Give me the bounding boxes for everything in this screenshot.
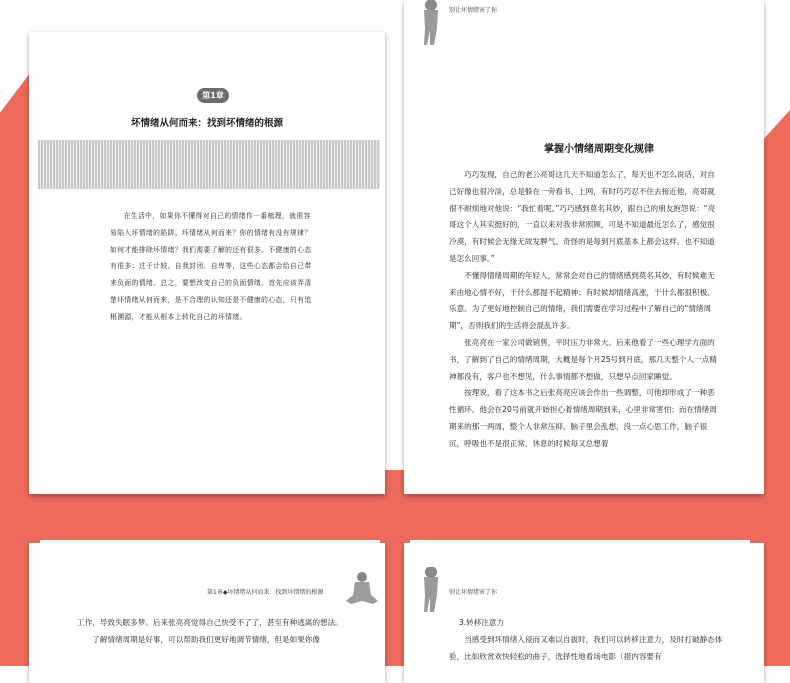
paragraph: 不懂得情绪周期的年轻人，常常会对自己的情绪感到莫名其妙，有时候难无来由地心情不好，干什么都提不起精神；有时候却情绪高涨，干什么都很积极、乐意。为了更好地控制自己的情绪，我们需要在学习过程中了解自己的“情绪周期”，否则我们的生活将会混乱许多。 xyxy=(449,270,715,331)
section-body xyxy=(449,167,719,453)
paragraph: 张亮亮在一家公司做销售，平时压力非常大。后来他看了一些心理学方面的书，了解到了自己的情绪周期，大概是每个月25号到月底，那几天整个人一点精神都没有，客户也不想见，什么事情都不想做，只想早点回家睡觉。 xyxy=(449,337,717,381)
running-header: 别让坏情绪害了你 xyxy=(449,589,498,596)
paragraph: 工作，导致失眠多梦。后来张亮亮觉得自己快受不了了，甚至有种逃离的想法。 xyxy=(77,618,343,627)
thinking-man-icon xyxy=(418,0,444,46)
page-body xyxy=(77,615,355,649)
book-page-bottom-right xyxy=(404,543,764,683)
running-header: 第1章◆坏情绪从何而来：找到坏情绪的根源 xyxy=(207,589,324,596)
section-title: 掌握小情绪周期变化规律 xyxy=(544,144,654,155)
book-page-bottom-left xyxy=(29,543,385,683)
meditating-figure-icon xyxy=(345,571,379,607)
book-page-content xyxy=(404,0,764,494)
running-header: 别让坏情绪害了你 xyxy=(449,7,498,14)
chapter-title: 坏情绪从何而来：找到坏情绪的根源 xyxy=(130,118,283,129)
paragraph: 了解情绪周期是好事，可以帮助我们更好地调节情绪，但是如果你像 xyxy=(92,634,320,644)
barcode-strip xyxy=(38,140,380,189)
paragraph: 巧巧发现，自己的老公亮哥这几天不知道怎么了，每天也不怎么说话，对自己好像也很冷淡，总是躲在一旁看书、上网，有时巧巧忍不住去接近他，亮哥就很不耐烦地对他说：“我忙着呢。”巧巧感到莫名其妙，跟自己的朋友抱怨说：“亮哥这个人其实挺好的，一直以来对我非常照顾，可是不知道最近怎么了，感觉很冷漠，有时候会无缘无故发脾气。奇怪的是每到月底基本上都会这样，也不知道是怎么回事。” xyxy=(449,170,716,263)
thinking-man-icon xyxy=(418,567,444,613)
subsection-title: 3.转移注意力 xyxy=(458,618,505,627)
chapter-badge: 第1章 xyxy=(197,88,229,103)
paragraph: 当感受到坏情绪入侵而又难以自拔时，我们可以转移注意力，及时打破静态体验，比如欣赏欢快轻松的曲子，选择性地看场电影（措内容要有 xyxy=(449,634,723,661)
page-body xyxy=(449,615,729,665)
paragraph: 按理说，看了这本书之后张亮亮应该会作出一些调整，可他却形成了一种恶性循环。他会在20号前就开始担心着情绪周期到来，心里非常害怕；而在情绪周期来的那一两周，整个人非常压抑，脑子里会乱想，没一点心思工作，脑子很沉，呼吸也不是很正常，休息的时候每又总想着 xyxy=(449,388,717,448)
chapter-intro-text: 在生活中，如果你不懂得对自己的情绪作一番梳理，就很容易陷入坏情绪的陷阱。坏情绪从何而来？你的情绪有没有规律？如何才能排除坏情绪？我们需要了解的还有很多。不健康的心态有很多：过于计较、自我封闭、自卑等，这些心态都会给自己带来负面的情绪。总之，要想改变自己的负面情绪，首先应该弄清楚坏情绪从何而来，是不合理的认知还是不健康的心态，只有追根溯源，才能从根本上转化自己的坏情绪。 xyxy=(110,212,312,321)
book-page-chapter-intro xyxy=(29,32,385,494)
